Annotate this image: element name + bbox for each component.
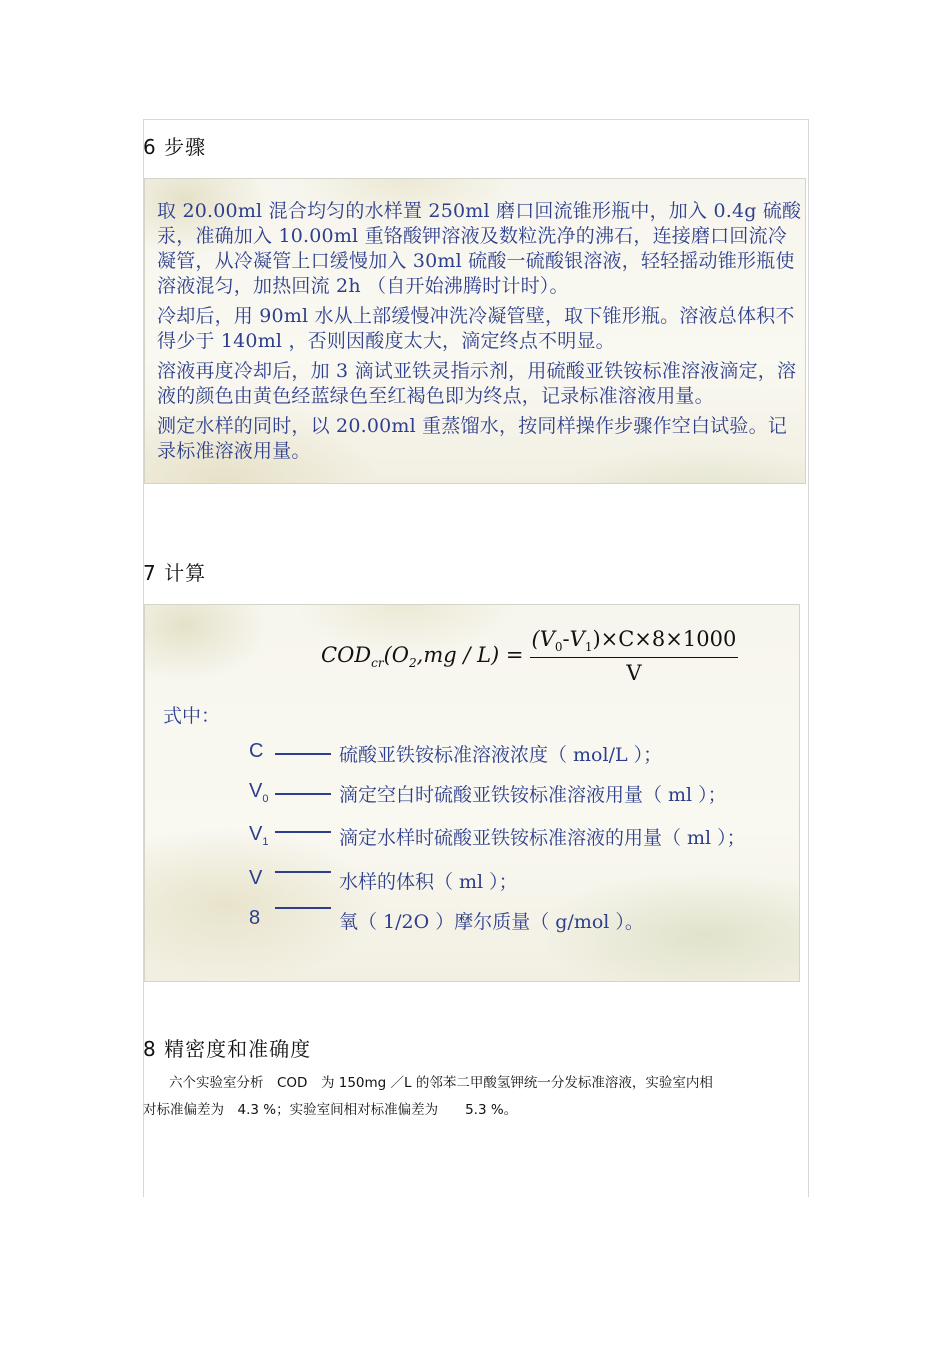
cod-formula (321, 627, 738, 685)
variable-symbol: $V_0$ (249, 780, 269, 805)
dash-line (275, 871, 331, 873)
variable-symbol: $V_1$ (249, 823, 269, 848)
step-paragraph-3: 溶液再度冷却后，加 3 滴试亚铁灵指示剂，用硫酸亚铁铵标准溶液滴定，溶液的颜色由黄色经蓝绿色至红褐色即为终点，记录标准溶液用量。 (157, 360, 797, 407)
formula-fraction (530, 627, 739, 685)
variable-description: 硫酸亚铁铵标准溶液浓度（ mol/L ）； (339, 744, 663, 766)
variable-description: 滴定水样时硫酸亚铁铵标准溶液的用量（ ml ）； (339, 827, 746, 849)
variable-symbol: 8 (249, 907, 261, 929)
precision-line-2: 对标准偏差为 4.3 %；实验室间相对标准偏差为 5.3 %。 (143, 1102, 518, 1118)
calculation-slide-image (144, 604, 800, 982)
variable-description: 水样的体积（ ml ）； (339, 871, 518, 893)
steps-slide-image (144, 178, 806, 484)
dash-line (275, 831, 331, 833)
dash-line (275, 793, 331, 795)
dash-line (275, 753, 331, 755)
variable-description: 氧（ 1/2O ）摩尔质量（ g/mol ）。 (339, 911, 644, 933)
variable-description: 滴定空白时硫酸亚铁铵标准溶液用量（ ml ）； (339, 784, 727, 806)
step-paragraph-4: 测定水样的同时，以 20.00ml 重蒸馏水，按同样操作步骤作空白试验。记录标准溶液用量。 (157, 415, 787, 462)
section-8-heading: 8 精密度和准确度 (143, 1037, 312, 1061)
section-6-heading: 6 步骤 (143, 135, 207, 159)
section-7-heading: 7 计算 (143, 561, 207, 585)
formula-lhs: $COD_{cr}(O_2,mg / L)$ = (321, 642, 524, 670)
step-paragraph-2: 冷却后，用 90ml 水从上部缓慢冲洗冷凝管壁，取下锥形瓶。溶液总体积不得少于 140ml ，否则因酸度太大，滴定终点不明显。 (157, 305, 795, 352)
where-label: 式中： (163, 705, 221, 727)
dash-line (275, 907, 331, 909)
precision-line-1: 六个实验室分析 COD 为 150mg ／L 的邻苯二甲酸氢钾统一分发标准溶液，实验室内相 (169, 1075, 713, 1091)
formula-numerator: $(V_0-V_1)\times C\times 8\times 1000$ (530, 627, 739, 658)
variable-symbol: C (249, 740, 264, 762)
variable-symbol: V (249, 867, 263, 889)
step-paragraph-1: 取 20.00ml 混合均匀的水样置 250ml 磨口回流锥形瓶中，加入 0.4g 硫酸汞，准确加入 10.00ml 重铬酸钾溶液及数粒洗净的沸石，连接磨口回流冷凝管，从冷凝管上口缓慢加入 30ml 硫酸一硫酸银溶液，轻轻摇动锥形瓶使溶液混匀，加热回流 2h （自开始沸腾时计时）。 (157, 200, 802, 297)
formula-denominator: V (626, 661, 642, 686)
